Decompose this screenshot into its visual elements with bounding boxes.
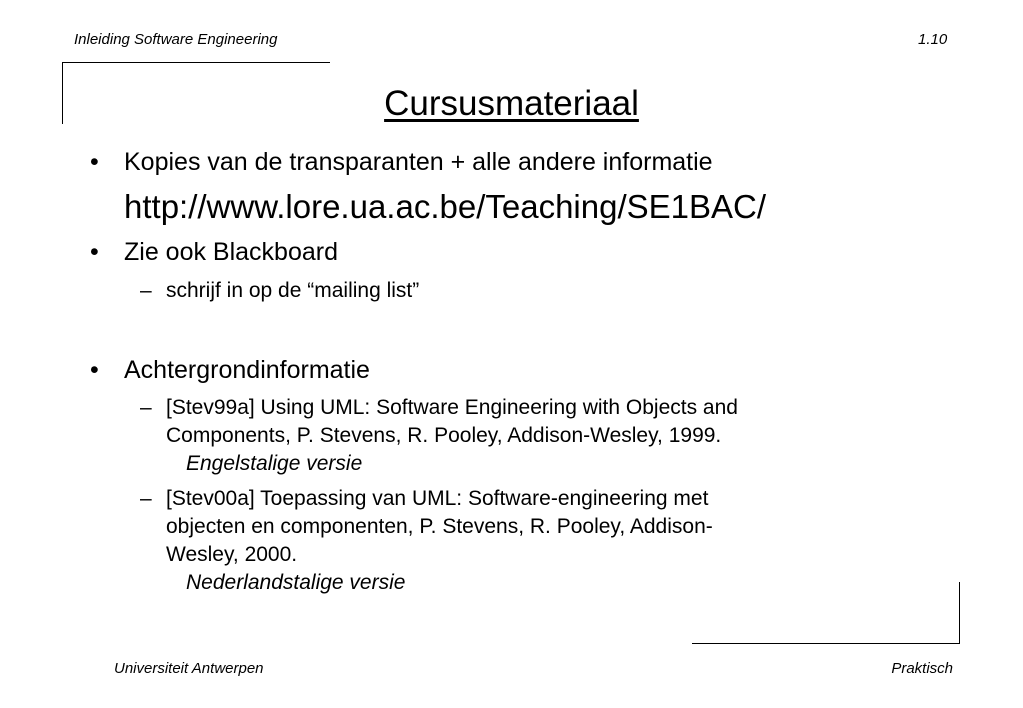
header-course-title: Inleiding Software Engineering bbox=[74, 31, 278, 48]
bullet-background-text: Achtergrondinformatie bbox=[124, 356, 370, 384]
bottom-rule bbox=[692, 643, 960, 644]
bullet-materials-text: Kopies van de transparanten + alle andere informatie bbox=[124, 148, 713, 176]
bullet-marker: • bbox=[90, 148, 99, 176]
header-page-number: 1.10 bbox=[918, 31, 948, 48]
footer-section: Praktisch bbox=[891, 660, 953, 677]
sub-mailing-list-text: schrijf in op de “mailing list” bbox=[166, 279, 420, 302]
bullet-marker: • bbox=[90, 356, 99, 384]
sub-dash: – bbox=[140, 487, 152, 510]
slide-title: Cursusmateriaal bbox=[384, 84, 639, 123]
reference-stev99a bbox=[166, 394, 738, 478]
bullet-blackboard-text: Zie ook Blackboard bbox=[124, 238, 339, 266]
top-rule bbox=[62, 62, 330, 63]
sub-dash: – bbox=[140, 396, 152, 419]
reference-line: Wesley, 2000. bbox=[166, 543, 298, 566]
reference-note: Nederlandstalige versie bbox=[186, 571, 406, 594]
reference-stev00a bbox=[166, 485, 713, 597]
reference-line: [Stev00a] Toepassing van UML: Software-engineering met bbox=[166, 487, 709, 510]
course-url-link[interactable]: http://www.lore.ua.ac.be/Teaching/SE1BAC/ bbox=[124, 188, 767, 225]
bottom-right-vertical-rule bbox=[959, 582, 960, 644]
reference-line: Components, P. Stevens, R. Pooley, Addison-Wesley, 1999. bbox=[166, 424, 722, 447]
reference-note: Engelstalige versie bbox=[186, 452, 363, 475]
sub-dash: – bbox=[140, 279, 152, 302]
reference-line: [Stev99a] Using UML: Software Engineering with Objects and bbox=[166, 396, 738, 419]
footer-university: Universiteit Antwerpen bbox=[114, 660, 264, 677]
bullet-marker: • bbox=[90, 238, 99, 266]
reference-line: objecten en componenten, P. Stevens, R. Pooley, Addison- bbox=[166, 515, 713, 538]
